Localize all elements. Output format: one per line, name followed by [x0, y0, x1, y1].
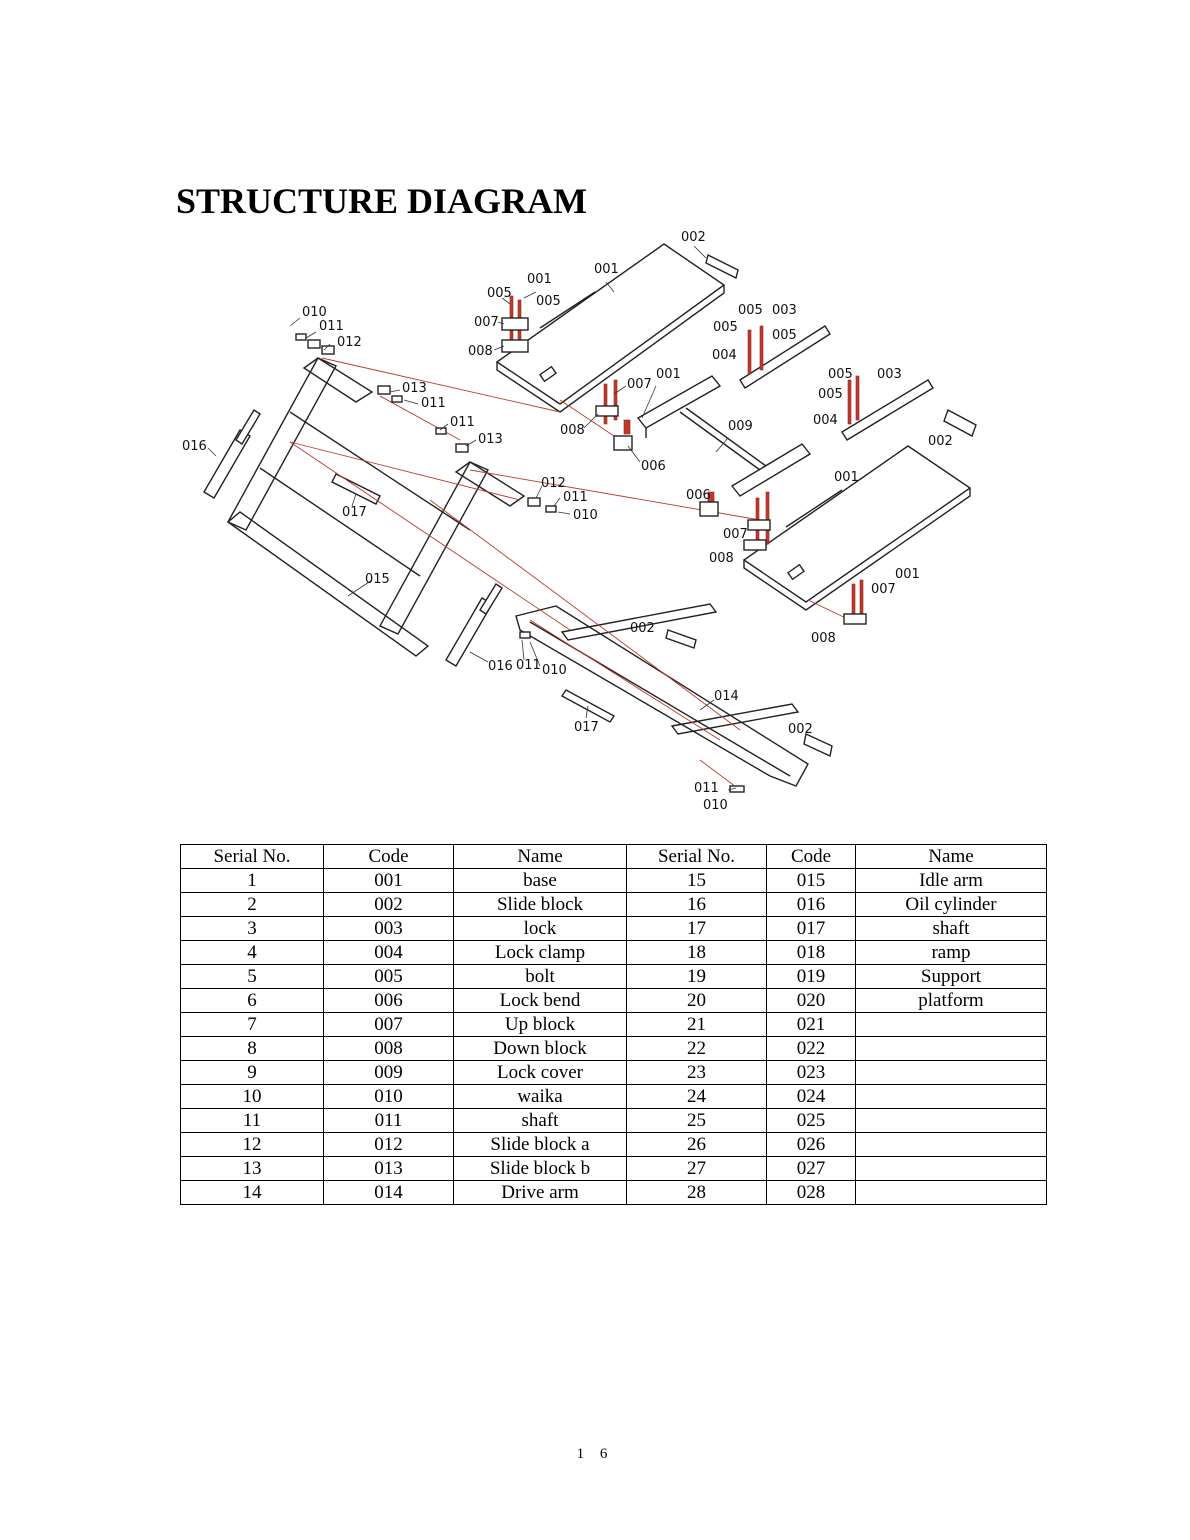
name-cell: Lock cover	[454, 1061, 627, 1085]
callout-011: 011	[421, 396, 446, 411]
table-row	[181, 917, 1047, 941]
callout-013: 013	[402, 381, 427, 396]
serial-no-cell: 2	[181, 893, 324, 917]
name-cell: lock	[454, 917, 627, 941]
slide-block-bottom	[804, 734, 832, 756]
callout-005: 005	[738, 303, 763, 318]
serial-no-cell-2: 26	[627, 1133, 767, 1157]
serial-no-cell-2: 20	[627, 989, 767, 1013]
serial-no-cell-2: 19	[627, 965, 767, 989]
serial-no-cell-2: 18	[627, 941, 767, 965]
callout-011: 011	[319, 319, 344, 334]
callout-008: 008	[468, 344, 493, 359]
name-cell-2: Support	[856, 965, 1047, 989]
structure-diagram	[176, 225, 1016, 825]
name-cell: Down block	[454, 1037, 627, 1061]
callout-011: 011	[694, 781, 719, 796]
header-name: Name	[454, 845, 627, 869]
callout-014: 014	[714, 689, 739, 704]
serial-no-cell-2: 28	[627, 1181, 767, 1205]
code-cell-2: 018	[767, 941, 856, 965]
code-cell-2: 019	[767, 965, 856, 989]
name-cell-2	[856, 1013, 1047, 1037]
serial-no-cell: 6	[181, 989, 324, 1013]
name-cell: Slide block b	[454, 1157, 627, 1181]
callout-011: 011	[450, 415, 475, 430]
serial-no-cell-2: 22	[627, 1037, 767, 1061]
exploded-view-drawing	[176, 225, 1016, 825]
serial-no-cell: 10	[181, 1085, 324, 1109]
page-title: STRUCTURE DIAGRAM	[176, 181, 588, 221]
serial-no-cell-2: 17	[627, 917, 767, 941]
callout-007: 007	[871, 582, 896, 597]
header-code: Code	[324, 845, 454, 869]
table-header-row	[181, 845, 1047, 869]
shaft-upper	[332, 474, 380, 504]
parts-table-body	[181, 869, 1047, 1205]
callout-012: 012	[541, 476, 566, 491]
callout-008: 008	[560, 423, 585, 438]
table-row	[181, 1133, 1047, 1157]
header-name-2: Name	[856, 845, 1047, 869]
serial-no-cell: 3	[181, 917, 324, 941]
callout-006: 006	[641, 459, 666, 474]
page-number: 1 6	[576, 1446, 614, 1462]
code-cell: 008	[324, 1037, 454, 1061]
name-cell: Slide block a	[454, 1133, 627, 1157]
code-cell-2: 027	[767, 1157, 856, 1181]
callout-002: 002	[788, 722, 813, 737]
name-cell-2	[856, 1133, 1047, 1157]
callout-005: 005	[487, 286, 512, 301]
code-cell-2: 023	[767, 1061, 856, 1085]
callout-010: 010	[542, 663, 567, 678]
callout-003: 003	[772, 303, 797, 318]
serial-no-cell-2: 25	[627, 1109, 767, 1133]
code-cell-2: 026	[767, 1133, 856, 1157]
code-cell-2: 024	[767, 1085, 856, 1109]
table-row	[181, 869, 1047, 893]
name-cell-2: Oil cylinder	[856, 893, 1047, 917]
code-cell: 004	[324, 941, 454, 965]
serial-no-cell: 14	[181, 1181, 324, 1205]
callout-009: 009	[728, 419, 753, 434]
slide-block-right	[944, 410, 976, 436]
serial-no-cell: 4	[181, 941, 324, 965]
serial-no-cell-2: 27	[627, 1157, 767, 1181]
drive-arm	[516, 604, 808, 786]
table-row	[181, 1037, 1047, 1061]
table-row	[181, 941, 1047, 965]
callout-016: 016	[488, 659, 513, 674]
name-cell-2	[856, 1037, 1047, 1061]
callout-005: 005	[818, 387, 843, 402]
code-cell: 001	[324, 869, 454, 893]
callout-012: 012	[337, 335, 362, 350]
callout-007: 007	[474, 315, 499, 330]
table-row	[181, 893, 1047, 917]
callout-002: 002	[928, 434, 953, 449]
lock-strip-lower	[842, 380, 933, 440]
callout-017: 017	[342, 505, 367, 520]
serial-no-cell: 13	[181, 1157, 324, 1181]
code-cell-2: 025	[767, 1109, 856, 1133]
parts-table	[180, 844, 1047, 1205]
header-code-2: Code	[767, 845, 856, 869]
code-cell-2: 020	[767, 989, 856, 1013]
table-row	[181, 1157, 1047, 1181]
table-row	[181, 1181, 1047, 1205]
code-cell-2: 017	[767, 917, 856, 941]
name-cell: base	[454, 869, 627, 893]
callout-004: 004	[712, 348, 737, 363]
callout-001: 001	[594, 262, 619, 277]
callout-010: 010	[703, 798, 728, 813]
name-cell: bolt	[454, 965, 627, 989]
callout-006: 006	[686, 488, 711, 503]
serial-no-cell: 12	[181, 1133, 324, 1157]
oil-cylinder-right	[446, 584, 502, 666]
table-row	[181, 965, 1047, 989]
serial-no-cell-2: 23	[627, 1061, 767, 1085]
callout-015: 015	[365, 572, 390, 587]
code-cell: 009	[324, 1061, 454, 1085]
callout-005: 005	[772, 328, 797, 343]
name-cell: Up block	[454, 1013, 627, 1037]
callout-005: 005	[713, 320, 738, 335]
callout-001: 001	[834, 470, 859, 485]
callout-005: 005	[828, 367, 853, 382]
name-cell-2: shaft	[856, 917, 1047, 941]
code-cell: 007	[324, 1013, 454, 1037]
table-row	[181, 1061, 1047, 1085]
name-cell-2: platform	[856, 989, 1047, 1013]
callout-002: 002	[630, 621, 655, 636]
serial-no-cell: 9	[181, 1061, 324, 1085]
serial-no-cell: 7	[181, 1013, 324, 1037]
table-row	[181, 1109, 1047, 1133]
name-cell: waika	[454, 1085, 627, 1109]
callout-011: 011	[563, 490, 588, 505]
code-cell-2: 028	[767, 1181, 856, 1205]
code-cell-2: 015	[767, 869, 856, 893]
serial-no-cell-2: 15	[627, 869, 767, 893]
callout-005: 005	[536, 294, 561, 309]
code-cell: 002	[324, 893, 454, 917]
callout-003: 003	[877, 367, 902, 382]
code-cell: 006	[324, 989, 454, 1013]
table-row	[181, 1085, 1047, 1109]
code-cell-2: 022	[767, 1037, 856, 1061]
code-cell-2: 021	[767, 1013, 856, 1037]
serial-no-cell-2: 24	[627, 1085, 767, 1109]
table-row	[181, 989, 1047, 1013]
serial-no-cell: 8	[181, 1037, 324, 1061]
callout-002: 002	[681, 230, 706, 245]
table-row	[181, 1013, 1047, 1037]
name-cell-2: ramp	[856, 941, 1047, 965]
oil-cylinder-left	[204, 410, 260, 498]
code-cell-2: 016	[767, 893, 856, 917]
code-cell: 014	[324, 1181, 454, 1205]
name-cell-2	[856, 1061, 1047, 1085]
code-cell: 011	[324, 1109, 454, 1133]
callout-008: 008	[709, 551, 734, 566]
callout-010: 010	[573, 508, 598, 523]
name-cell: Drive arm	[454, 1181, 627, 1205]
callout-007: 007	[723, 527, 748, 542]
code-cell: 005	[324, 965, 454, 989]
name-cell-2	[856, 1157, 1047, 1181]
callout-013: 013	[478, 432, 503, 447]
serial-no-cell-2: 21	[627, 1013, 767, 1037]
name-cell-2	[856, 1181, 1047, 1205]
slide-block-top	[706, 255, 738, 278]
name-cell: shaft	[454, 1109, 627, 1133]
serial-no-cell-2: 16	[627, 893, 767, 917]
name-cell-2	[856, 1109, 1047, 1133]
serial-no-cell: 5	[181, 965, 324, 989]
lock-cover-part	[638, 376, 810, 496]
serial-no-cell: 1	[181, 869, 324, 893]
name-cell-2: Idle arm	[856, 869, 1047, 893]
serial-no-cell: 11	[181, 1109, 324, 1133]
name-cell: Slide block	[454, 893, 627, 917]
callout-004: 004	[813, 413, 838, 428]
callout-010: 010	[302, 305, 327, 320]
name-cell-2	[856, 1085, 1047, 1109]
callout-001: 001	[527, 272, 552, 287]
callout-008: 008	[811, 631, 836, 646]
header-serial-no: Serial No.	[181, 845, 324, 869]
code-cell: 003	[324, 917, 454, 941]
header-serial-no-2: Serial No.	[627, 845, 767, 869]
callout-016: 016	[182, 439, 207, 454]
code-cell: 013	[324, 1157, 454, 1181]
name-cell: Lock clamp	[454, 941, 627, 965]
code-cell: 012	[324, 1133, 454, 1157]
callout-017: 017	[574, 720, 599, 735]
callout-001: 001	[656, 367, 681, 382]
name-cell: Lock bend	[454, 989, 627, 1013]
callout-001: 001	[895, 567, 920, 582]
callout-011: 011	[516, 658, 541, 673]
slide-block-mid	[666, 630, 696, 648]
code-cell: 010	[324, 1085, 454, 1109]
callout-007: 007	[627, 377, 652, 392]
